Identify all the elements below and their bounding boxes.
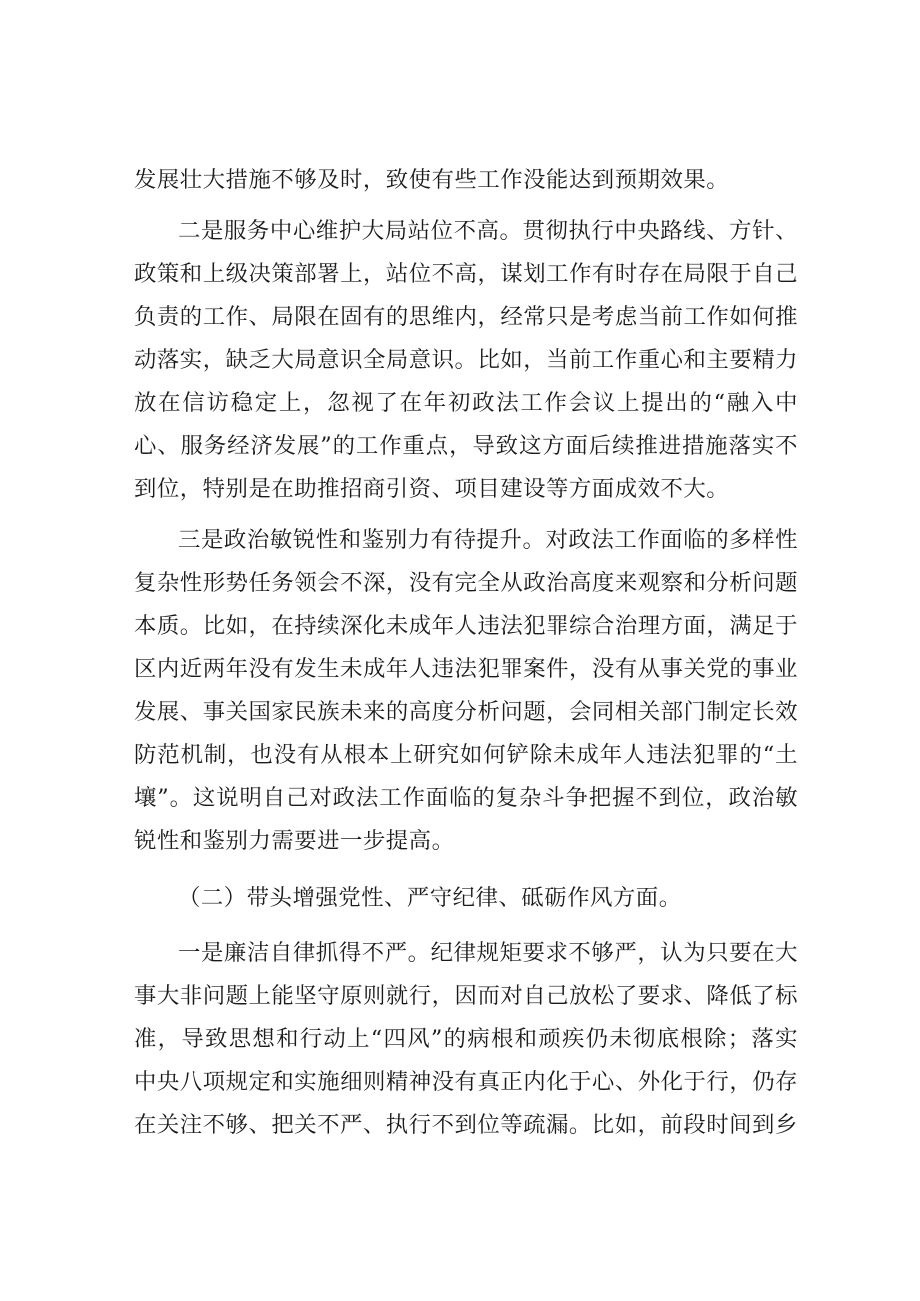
paragraph-self-discipline: 一是廉洁自律抓得不严。纪律规矩要求不够严，认为只要在大事大非问题上能坚守原则就行，因而对自己放松了要求、降低了标准，导致思想和行动上“四风”的病根和顽疾仍未彻底根除；落实中央八项规定和实施细则精神没有真正内化于心、外化于行，仍存在关注不够、把关不严、执行不到位等疏漏。比如，前段时间到乡 — [134, 940, 798, 1138]
paragraph-service-center: 二是服务中心维护大局站位不高。贯彻执行中央路线、方针、政策和上级决策部署上，站位不高，谋划工作有时存在局限于自己负责的工作、局限在固有的思维内，经常只是考虑当前工作如何推动落实，缺乏大局意识全局意识。比如，当前工作重心和主要精力放在信访稳定上，忽视了在年初政法工作会议上提出的“融入中心、服务经济发展”的工作重点，导致这方面后续推进措施落实不到位，特别是在助推招商引资、项目建设等方面成效不大。 — [134, 218, 798, 502]
section-heading: （二）带头增强党性、严守纪律、砥砺作风方面。 — [178, 885, 682, 911]
paragraph-continuation: 发展壮大措施不够及时，致使有些工作没能达到预期效果。 — [134, 167, 730, 193]
document-page — [134, 159, 798, 1147]
paragraph-political-sensitivity: 三是政治敏锐性和鉴别力有待提升。对政法工作面临的多样性复杂性形势任务领会不深，没有完全从政治高度来观察和分析问题本质。比如，在持续深化未成年人违法犯罪综合治理方面，满足于区内近两年没有发生未成年人违法犯罪案件，没有从事关党的事业发展、事关国家民族未来的高度分析问题，会同相关部门制定长效防范机制，也没有从根本上研究如何铲除未成年人违法犯罪的“土壤”。这说明自己对政法工作面临的复杂斗争把握不到位，政治敏锐性和鉴别力需要进一步提高。 — [134, 527, 798, 854]
